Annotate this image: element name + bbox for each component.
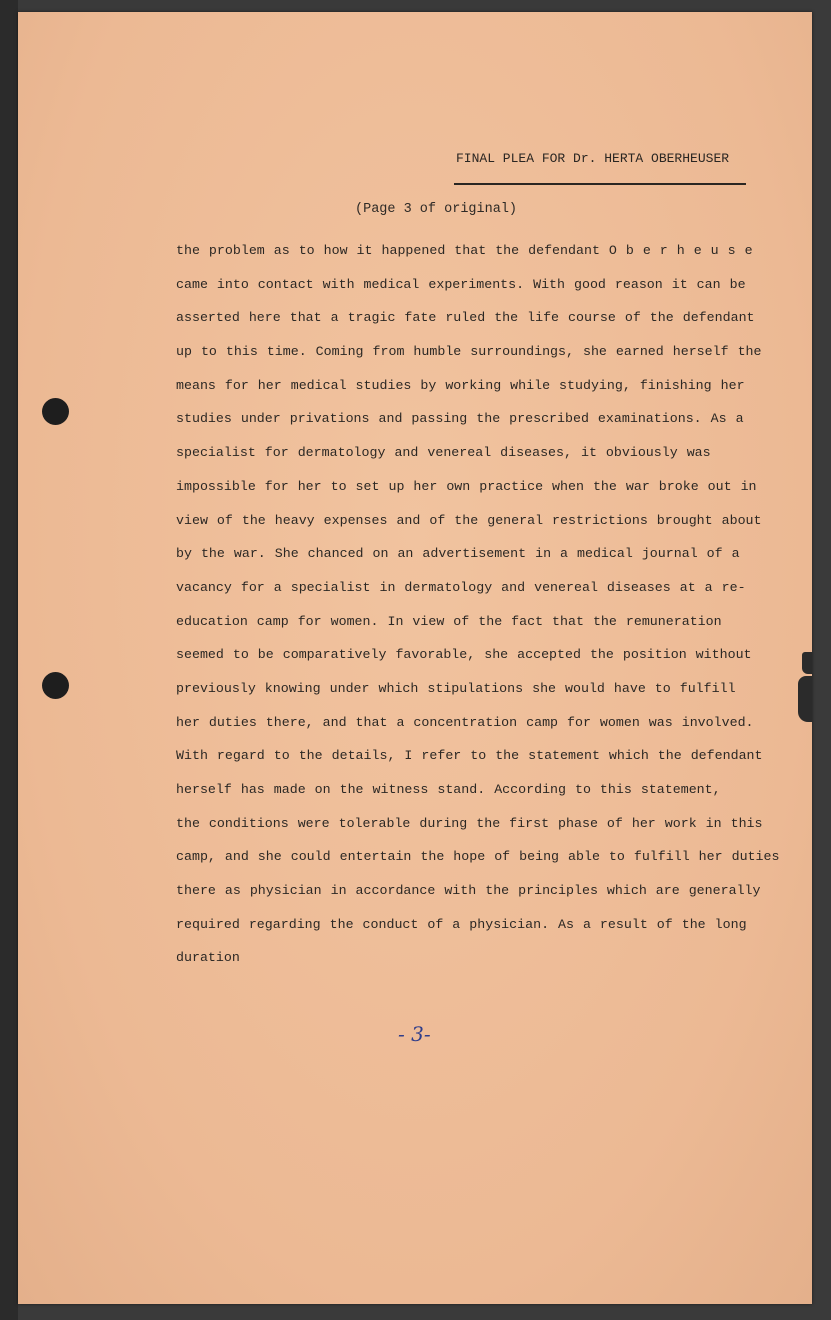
text-line: previously knowing under which stipulations she would have to fulfill (176, 680, 736, 696)
text-line: there as physician in accordance with the principles which are generally (176, 883, 761, 899)
text-line: came into contact with medical experiments. With good reason it can be (176, 276, 746, 292)
text-line: impossible for her to set up her own practice when the war broke out in (176, 478, 757, 494)
body-text (176, 234, 788, 975)
text-line: seemed to be comparatively favorable, she accepted the position without (176, 647, 752, 663)
text-line: herself has made on the witness stand. According to this statement, (176, 782, 721, 797)
text-line: duration (176, 950, 240, 966)
scan-background-edge (0, 0, 18, 1320)
punch-hole-bottom (42, 672, 69, 699)
title-underline (454, 183, 746, 185)
text-line: vacancy for a specialist in dermatology and venereal diseases at a re- (176, 579, 746, 595)
text-line: view of the heavy expenses and of the general restrictions brought about (176, 512, 762, 528)
text-line: means for her medical studies by working while studying, finishing her (176, 377, 745, 393)
text-line: specialist for dermatology and venereal diseases, it obviously was (176, 445, 711, 461)
text-line: asserted here that a tragic fate ruled the life course of the defendant (176, 310, 755, 326)
text-line: the problem as to how it happened that the defendant O b e r h e u s e (176, 243, 753, 258)
document-title: FINAL PLEA FOR Dr. HERTA OBERHEUSER (456, 151, 730, 166)
text-line: studies under privations and passing the prescribed examinations. As a (176, 411, 744, 427)
text-line: by the war. She chanced on an advertisement in a medical journal of a (176, 546, 740, 562)
text-line: up to this time. Coming from humble surroundings, she earned herself the (176, 344, 762, 360)
text-line: required regarding the conduct of a physician. As a result of the long (176, 916, 747, 932)
torn-edge-lower (798, 676, 812, 722)
text-line: the conditions were tolerable during the first phase of her work in this (176, 815, 763, 831)
text-line: camp, and she could entertain the hope of being able to fulfill her duties (176, 849, 780, 865)
original-page-note: (Page 3 of original) (355, 202, 518, 217)
handwritten-page-number: - 3- (398, 1022, 431, 1046)
text-line: her duties there, and that a concentration camp for women was involved. (176, 714, 754, 730)
torn-edge-upper (802, 652, 812, 674)
text-line: education camp for women. In view of the fact that the remuneration (176, 613, 722, 629)
punch-hole-top (42, 398, 69, 425)
text-line: With regard to the details, I refer to the statement which the defendant (176, 748, 763, 764)
